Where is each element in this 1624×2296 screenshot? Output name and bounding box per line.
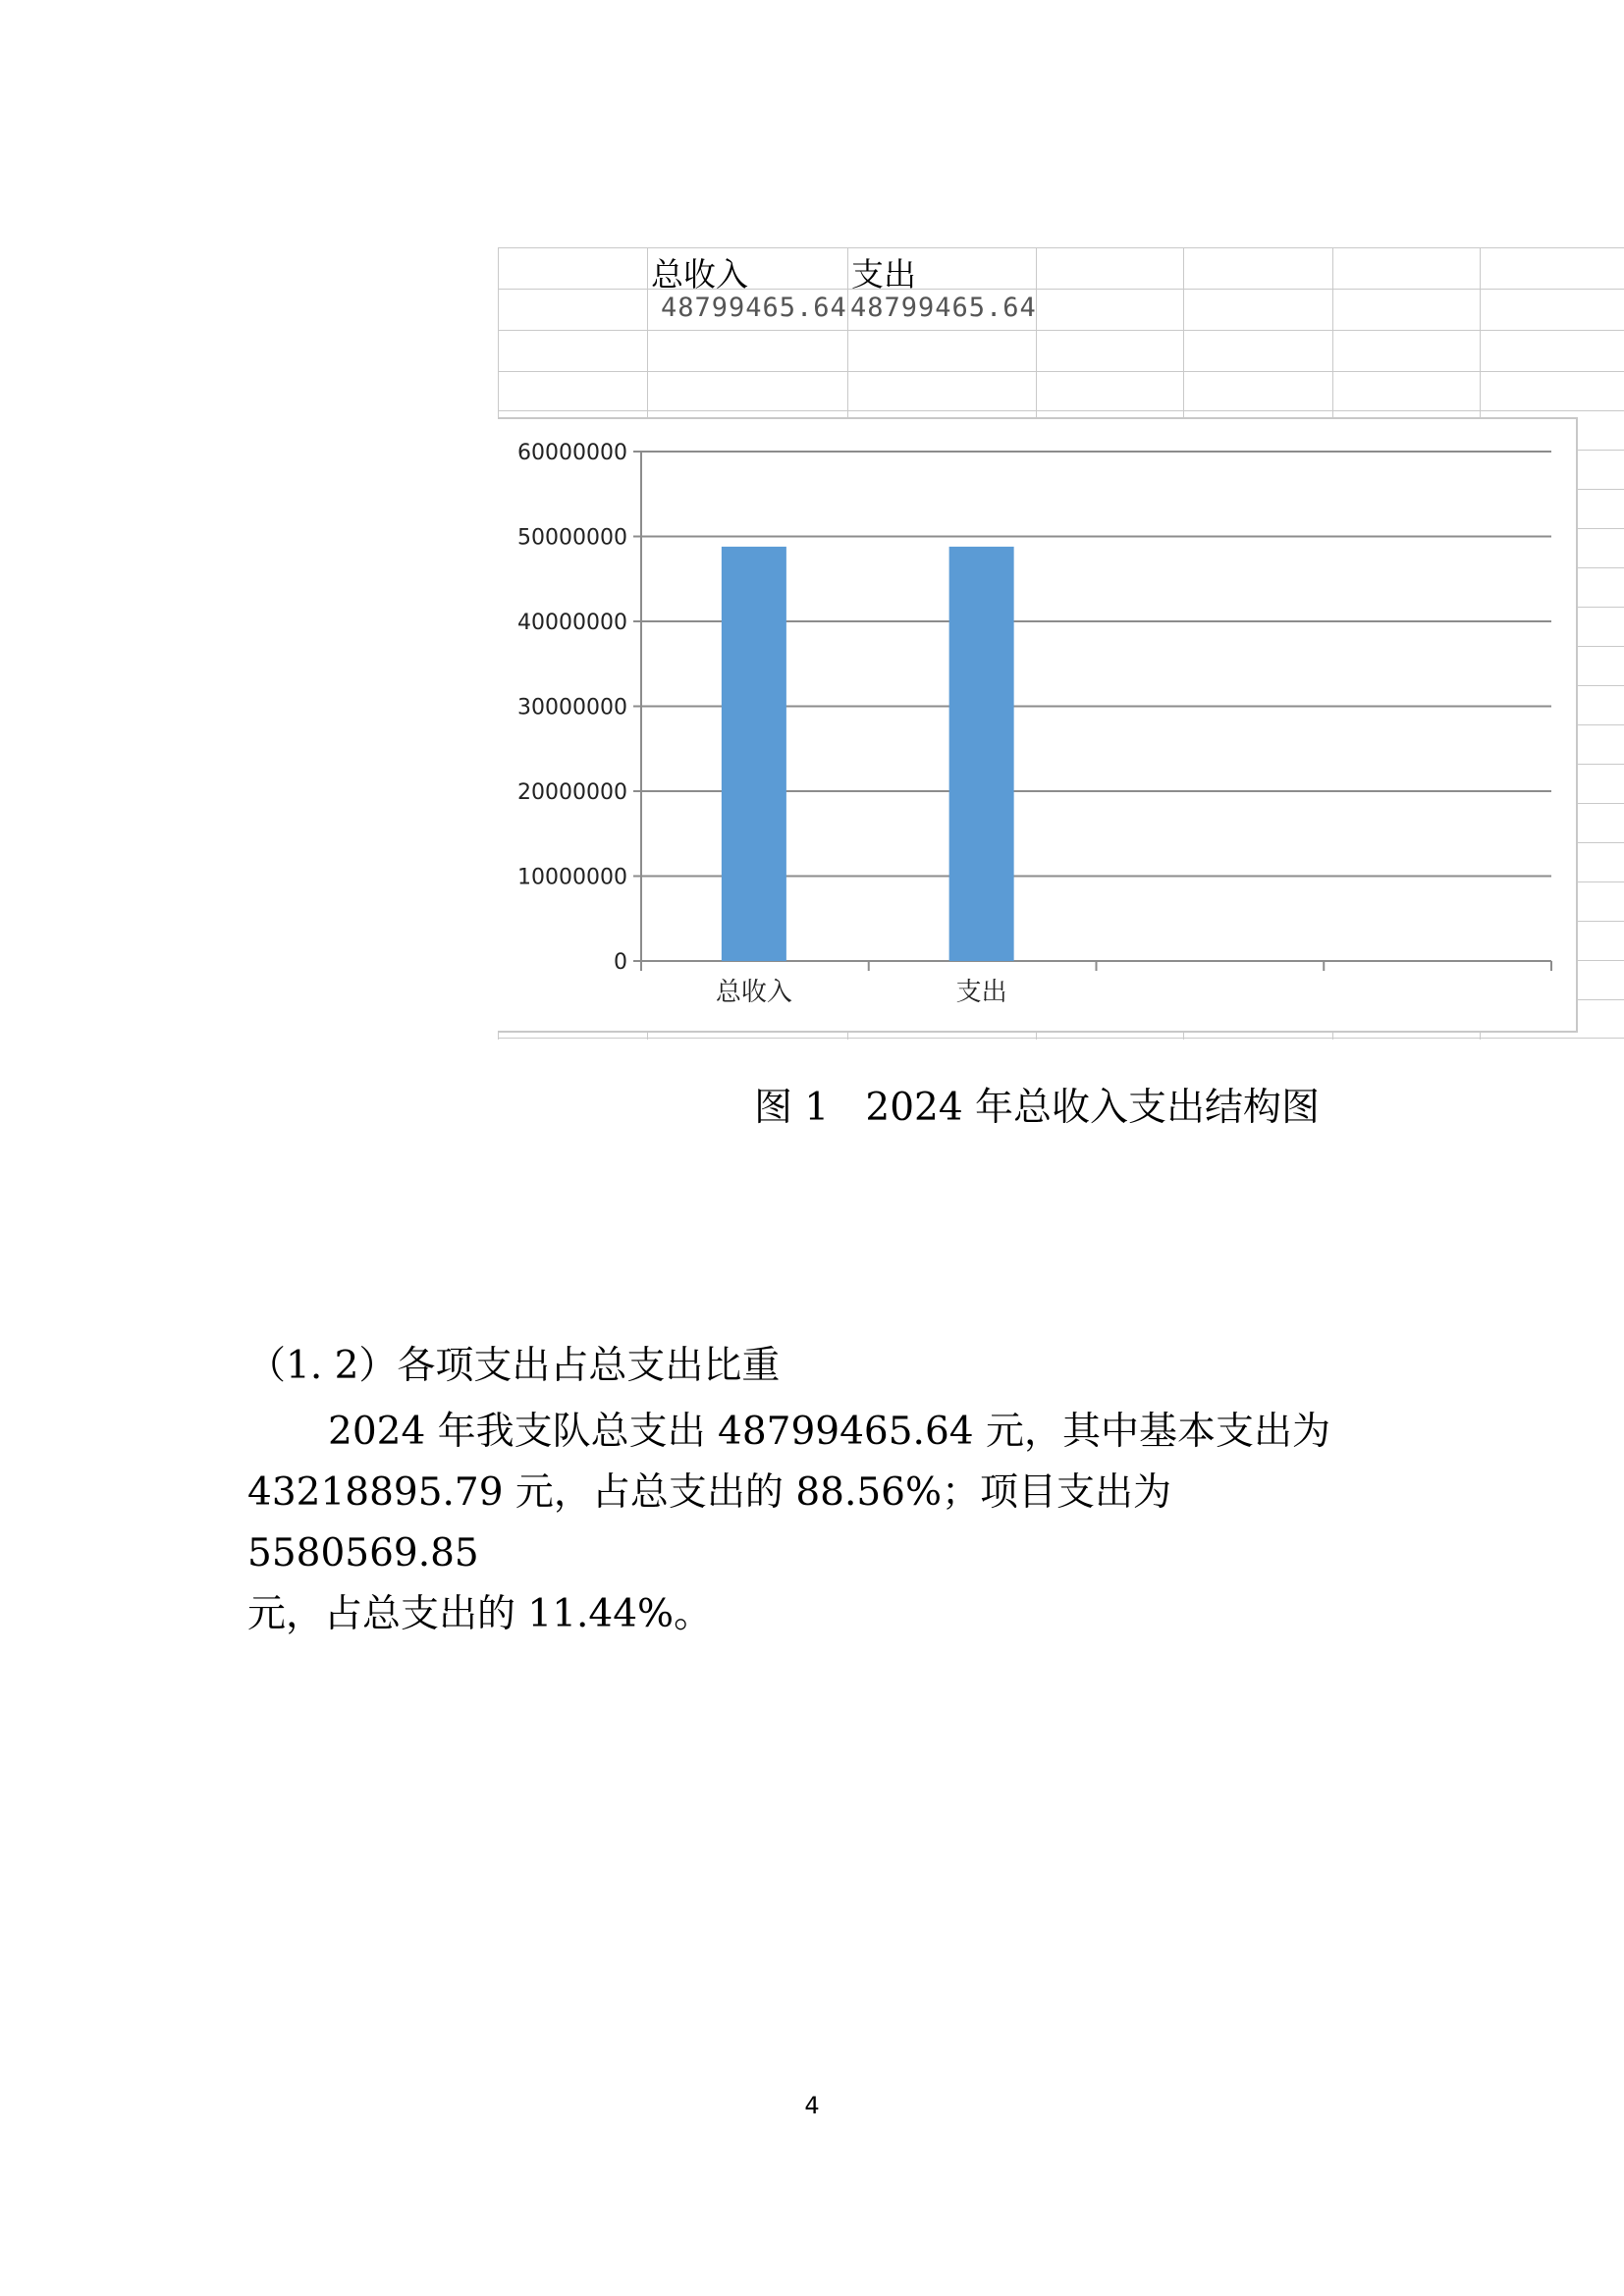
- grid-line: [1578, 567, 1624, 568]
- y-tick-label: 0: [614, 950, 627, 975]
- paragraph-line: 43218895.79 元，占总支出的 88.56%；项目支出为 5580569.85: [247, 1470, 1172, 1575]
- grid-line: [647, 247, 648, 417]
- grid-line: [1578, 724, 1624, 725]
- y-tick-label: 20000000: [517, 780, 627, 805]
- grid-line: [847, 247, 848, 417]
- sheet-value-expense: 48799465.64: [850, 293, 1037, 323]
- sheet-header-income: 总收入: [651, 255, 748, 294]
- grid-line: [1332, 247, 1333, 417]
- section-heading: （1. 2）各项支出占总支出比重: [247, 1344, 781, 1388]
- grid-line: [498, 410, 1624, 411]
- grid-line: [1578, 685, 1624, 686]
- y-tick-label: 40000000: [517, 611, 627, 635]
- grid-line: [1578, 960, 1624, 961]
- grid-line: [1578, 999, 1624, 1000]
- grid-line: [1578, 607, 1624, 608]
- grid-line: [1578, 528, 1624, 529]
- grid-line: [498, 247, 499, 417]
- figure-caption: 图 1 2024 年总收入支出结构图: [754, 1086, 1321, 1130]
- sheet-value-income: 48799465.64: [661, 293, 847, 323]
- grid-line: [1578, 881, 1624, 882]
- grid-line: [1578, 764, 1624, 765]
- sheet-header-expense: 支出: [851, 255, 916, 294]
- x-tick-label: 支出: [955, 978, 1007, 1007]
- y-tick-label: 30000000: [517, 695, 627, 721]
- page-number: 4: [804, 2092, 820, 2119]
- y-tick-label: 60000000: [517, 441, 627, 465]
- grid-line: [498, 371, 1624, 372]
- x-tick-label: 总收入: [715, 978, 792, 1007]
- grid-line: [1578, 921, 1624, 922]
- grid-line: [1578, 803, 1624, 804]
- grid-line: [498, 1038, 1624, 1039]
- y-tick-label: 50000000: [517, 525, 627, 551]
- bar: [722, 547, 786, 961]
- grid-line: [1578, 646, 1624, 647]
- grid-line: [498, 330, 1624, 331]
- bar: [949, 547, 1014, 961]
- bar-chart-svg: [498, 419, 1578, 1035]
- paragraph-line: 2024 年我支队总支出 48799465.64 元，其中基本支出为: [328, 1410, 1330, 1454]
- body-paragraph: [247, 1402, 1377, 1645]
- grid-line: [1578, 842, 1624, 843]
- grid-line: [1578, 450, 1624, 451]
- grid-line: [1480, 247, 1481, 417]
- bar-chart: [498, 417, 1578, 1033]
- y-tick-label: 10000000: [517, 865, 627, 890]
- grid-line: [498, 247, 1624, 248]
- grid-line: [1036, 247, 1037, 417]
- grid-line: [1578, 489, 1624, 490]
- grid-line: [1183, 247, 1184, 417]
- paragraph-line: 元，占总支出的 11.44%。: [247, 1592, 713, 1636]
